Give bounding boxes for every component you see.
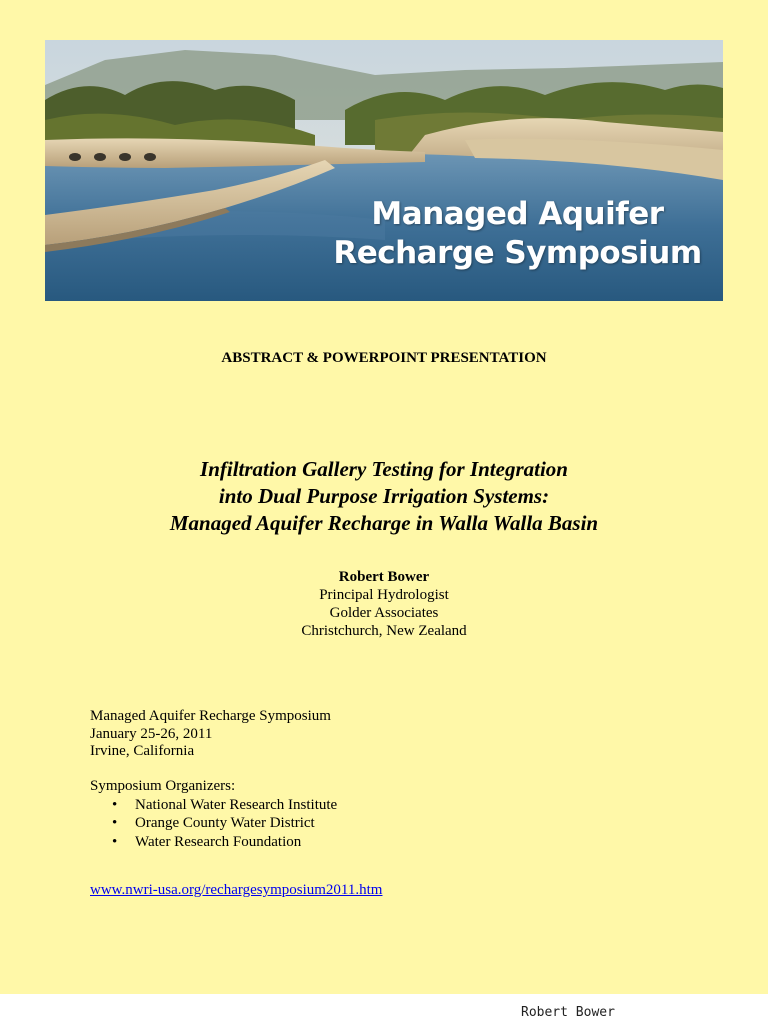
- bullet-icon: •: [112, 815, 118, 831]
- bullet-icon: •: [112, 796, 118, 813]
- document-title: [0, 456, 768, 537]
- list-item: [90, 814, 590, 833]
- title-line-3: Managed Aquifer Recharge in Walla Walla Basin: [169, 511, 599, 535]
- organizers-list: [90, 796, 590, 852]
- organizer-name: National Water Research Institute: [135, 796, 338, 813]
- banner-title-line-1: Managed Aquifer: [371, 196, 664, 232]
- bullet-icon: •: [112, 833, 118, 850]
- event-name: Managed Aquifer Recharge Symposium: [90, 708, 331, 724]
- title-line-1: Infiltration Gallery Testing for Integration: [200, 457, 568, 481]
- event-block: [90, 708, 590, 761]
- author-company: Golder Associates: [329, 605, 439, 621]
- list-item: [90, 796, 590, 815]
- symposium-link[interactable]: www.nwri-usa.org/rechargesymposium2011.htm: [90, 882, 383, 898]
- author-name: Robert Bower: [338, 569, 430, 585]
- author-block: [0, 568, 768, 640]
- organizers-heading: Symposium Organizers:: [90, 778, 236, 794]
- banner-title-line-2: Recharge Symposium: [333, 235, 702, 271]
- title-line-2: into Dual Purpose Irrigation Systems:: [218, 484, 550, 508]
- organizer-name: Orange County Water District: [135, 815, 315, 831]
- event-location: Irvine, California: [90, 743, 195, 759]
- list-item: [90, 833, 590, 852]
- document-subtitle: ABSTRACT & POWERPOINT PRESENTATION: [221, 350, 547, 366]
- author-location: Christchurch, New Zealand: [301, 623, 467, 639]
- organizers-block: [90, 777, 590, 851]
- banner-title: [320, 195, 715, 273]
- footer-author-name: Robert Bower: [521, 1005, 615, 1020]
- organizer-name: Water Research Foundation: [135, 833, 302, 850]
- author-position: Principal Hydrologist: [319, 587, 449, 603]
- event-dates: January 25-26, 2011: [90, 725, 213, 742]
- banner-image: [45, 40, 723, 301]
